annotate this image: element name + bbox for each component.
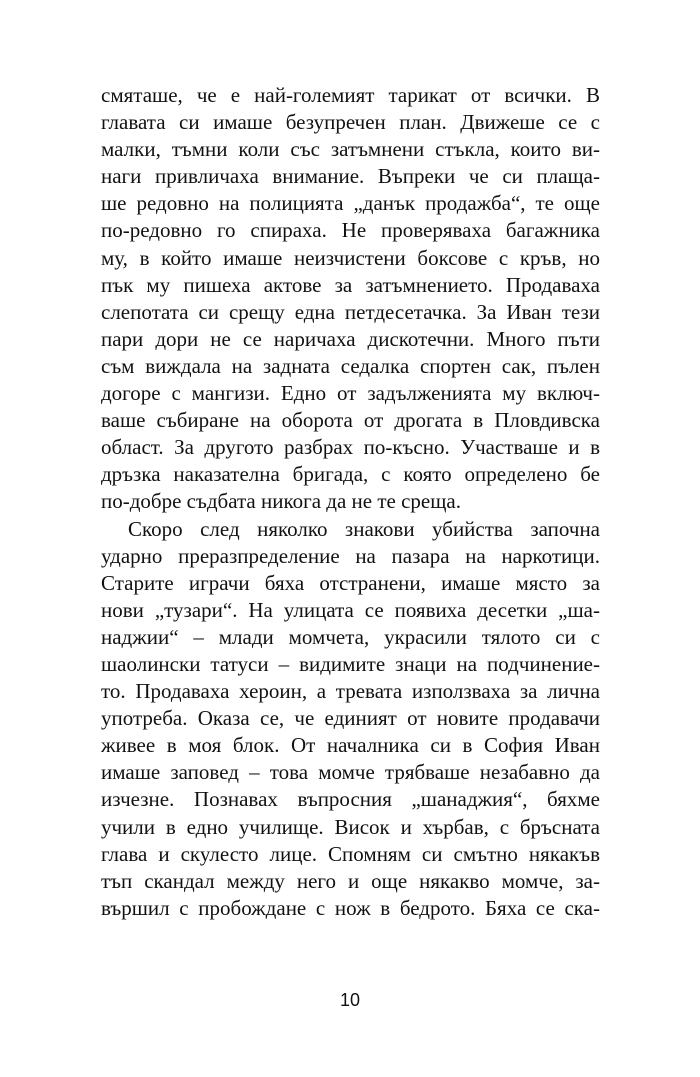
page-number: 10 bbox=[339, 990, 361, 1010]
text-line: изчезне. Познавах въпросния „шанаджия“, бяхме bbox=[101, 787, 600, 812]
text-line: главата си имаше безупречен план. Движеше се с bbox=[101, 110, 600, 135]
text-line: ударно преразпределение на пазара на наркотици. bbox=[101, 543, 600, 568]
text-line: му, в който имаше неизчистени боксове с кръв, но bbox=[101, 245, 600, 270]
text-line: Скоро след няколко знакови убийства започна bbox=[128, 516, 600, 541]
text-line: съм виждала на задната седалка спортен сак, пълен bbox=[101, 353, 600, 378]
text-line: шаолински татуси – видимите знаци на подчинение- bbox=[101, 651, 600, 676]
text-line: догоре с мангизи. Едно от задълженията му включ- bbox=[101, 381, 600, 406]
text-line: учили в едно училище. Висок и хърбав, с бръсната bbox=[101, 814, 600, 839]
text-line: живее в моя блок. От началника си в София Иван bbox=[101, 733, 600, 758]
text-line: смяташе, че е най-големият тарикат от всички. В bbox=[101, 83, 600, 107]
text-line: дръзка наказателна бригада, с която определено бе bbox=[101, 462, 600, 487]
text-line: област. За другото разбрах по-късно. Участваше и в bbox=[101, 435, 600, 460]
text-line: то. Продаваха хероин, а тревата използваха за лична bbox=[101, 679, 600, 704]
text-line: вършил с пробождане с нож в бедрото. Бяха се ска- bbox=[101, 895, 600, 920]
text-line: по-редовно го спираха. Не проверяваха багажника bbox=[101, 218, 600, 243]
text-line: слепотата си срещу една петдесетачка. За Иван тези bbox=[101, 299, 600, 324]
text-line: имаше заповед – това момче трябваше незабавно да bbox=[101, 760, 600, 785]
text-line: употреба. Оказа се, че единият от новите продавачи bbox=[101, 706, 600, 731]
text-line: наджии“ – млади момчета, украсили тялото си с bbox=[101, 624, 600, 649]
text-line: глава и скулесто лице. Спомням си смътно някакъв bbox=[101, 841, 600, 866]
text-line: малки, тъмни коли със затъмнени стъкла, които ви- bbox=[101, 137, 600, 162]
text-line: ше редовно на полицията „данък продажба“, те още bbox=[101, 191, 600, 216]
text-line: пари дори не се наричаха дискотечни. Много пъти bbox=[101, 326, 600, 351]
text-line: наги привличаха внимание. Въпреки че си плаща- bbox=[101, 164, 600, 189]
text-line: нови „тузари“. На улицата се появиха десетки „ша- bbox=[101, 597, 600, 622]
text-line: пък му пишеха актове за затъмнението. Продаваха bbox=[101, 272, 600, 297]
body-text bbox=[101, 82, 600, 922]
text-line: тъп скандал между него и още някакво момче, за- bbox=[101, 868, 600, 893]
text-line: по-добре съдбата никога да не те среща. bbox=[101, 489, 461, 514]
text-line: ваше събиране на оборота от дрогата в Пловдивска bbox=[101, 408, 600, 433]
text-line: Старите играчи бяха отстранени, имаше място за bbox=[101, 570, 600, 595]
